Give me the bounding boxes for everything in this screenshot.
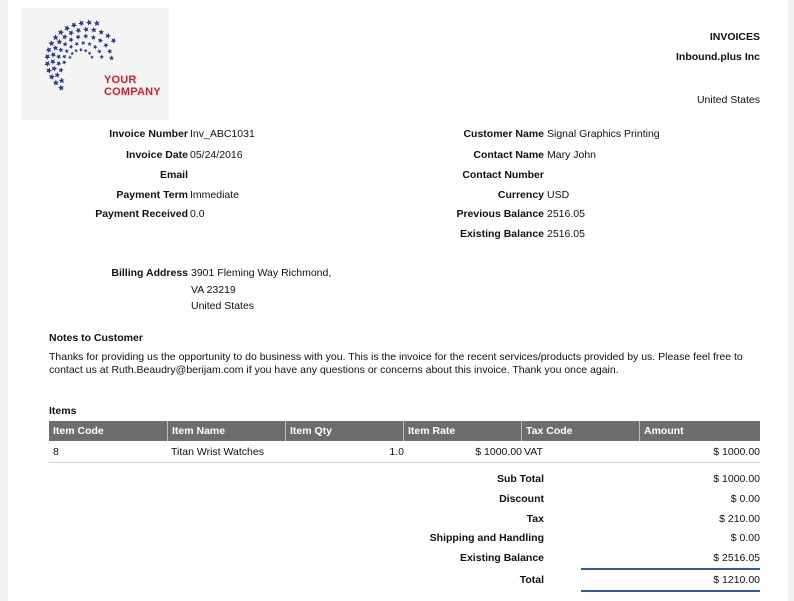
items-title: Items — [49, 405, 77, 417]
row-item-name: Titan Wrist Watches — [171, 446, 264, 458]
billing-address-line3: United States — [191, 300, 255, 312]
total-label: Total — [519, 574, 544, 586]
col-item-name: Item Name — [167, 421, 285, 441]
col-item-code: Item Code — [53, 425, 104, 437]
total-rule — [581, 568, 760, 570]
contact-number-label: Contact Number — [462, 169, 544, 181]
currency-value: USD — [547, 189, 570, 201]
row-divider — [49, 462, 760, 463]
tax-value: $ 210.00 — [719, 513, 760, 525]
contact-name-value: Mary John — [547, 149, 597, 161]
discount-value: $ 0.00 — [730, 493, 760, 505]
contact-name-label: Contact Name — [473, 149, 544, 161]
billing-address-label: Billing Address — [111, 267, 188, 279]
row-amount: $ 1000.00 — [713, 446, 760, 458]
invoice-sheet — [8, 0, 788, 601]
notes-body: Thanks for providing us the opportunity to do business with you. This is the invoice for the recent services/products provided by us. Please feel free to contact us at Ruth.Beaudry@berijam.com if you have any questions or concerns about this invoice. Thank you once again. — [49, 351, 743, 376]
company-name: Inbound.plus Inc — [676, 51, 760, 63]
row-item-qty: 1.0 — [389, 446, 404, 458]
existing-balance-value: 2516.05 — [547, 228, 585, 240]
customer-name-label: Customer Name — [463, 128, 544, 140]
invoice-date-label: Invoice Date — [126, 149, 188, 161]
email-label: Email — [159, 169, 188, 181]
shipping-label: Shipping and Handling — [429, 532, 544, 544]
payment-term-value: Immediate — [190, 189, 240, 201]
row-item-code: 8 — [53, 446, 59, 458]
total-value: $ 1210.00 — [713, 574, 760, 586]
document-title: INVOICES — [709, 31, 760, 43]
col-tax-code: Tax Code — [521, 421, 639, 441]
billing-address-line1: 3901 Fleming Way Richmond, — [191, 267, 332, 279]
company-country: United States — [696, 94, 760, 106]
invoice-date-value: 05/24/2016 — [190, 149, 243, 161]
billing-address-line2: VA 23219 — [191, 284, 236, 296]
payment-received-value: 0.0 — [190, 208, 205, 220]
invoice-number-label: Invoice Number — [109, 128, 188, 140]
existing-balance-total-value: $ 2516.05 — [713, 552, 760, 564]
previous-balance-label: Previous Balance — [456, 208, 544, 220]
logo-text-line1: YOUR — [104, 74, 137, 86]
items-table-header — [49, 421, 760, 441]
previous-balance-value: 2516.05 — [547, 208, 585, 220]
row-item-rate: $ 1000.00 — [475, 446, 522, 458]
globe-stars-icon — [21, 8, 169, 120]
customer-name-value: Signal Graphics Printing — [547, 128, 660, 140]
subtotal-label: Sub Total — [496, 473, 544, 485]
currency-label: Currency — [497, 189, 544, 201]
logo-text-line2: COMPANY — [104, 86, 161, 98]
notes-title: Notes to Customer — [49, 332, 143, 344]
col-amount: Amount — [639, 421, 760, 441]
discount-label: Discount — [499, 493, 544, 505]
row-tax-code: VAT — [524, 446, 543, 458]
company-logo — [21, 8, 169, 120]
total-double-rule — [581, 590, 760, 592]
invoice-number-value: Inv_ABC1031 — [190, 128, 255, 140]
col-item-qty: Item Qty — [285, 421, 403, 441]
shipping-value: $ 0.00 — [730, 532, 760, 544]
payment-term-label: Payment Term — [116, 189, 188, 201]
payment-received-label: Payment Received — [95, 208, 188, 220]
existing-balance-label: Existing Balance — [459, 228, 544, 240]
col-item-rate: Item Rate — [403, 421, 521, 441]
tax-label: Tax — [526, 513, 544, 525]
subtotal-value: $ 1000.00 — [713, 473, 760, 485]
existing-balance-total-label: Existing Balance — [459, 552, 544, 564]
